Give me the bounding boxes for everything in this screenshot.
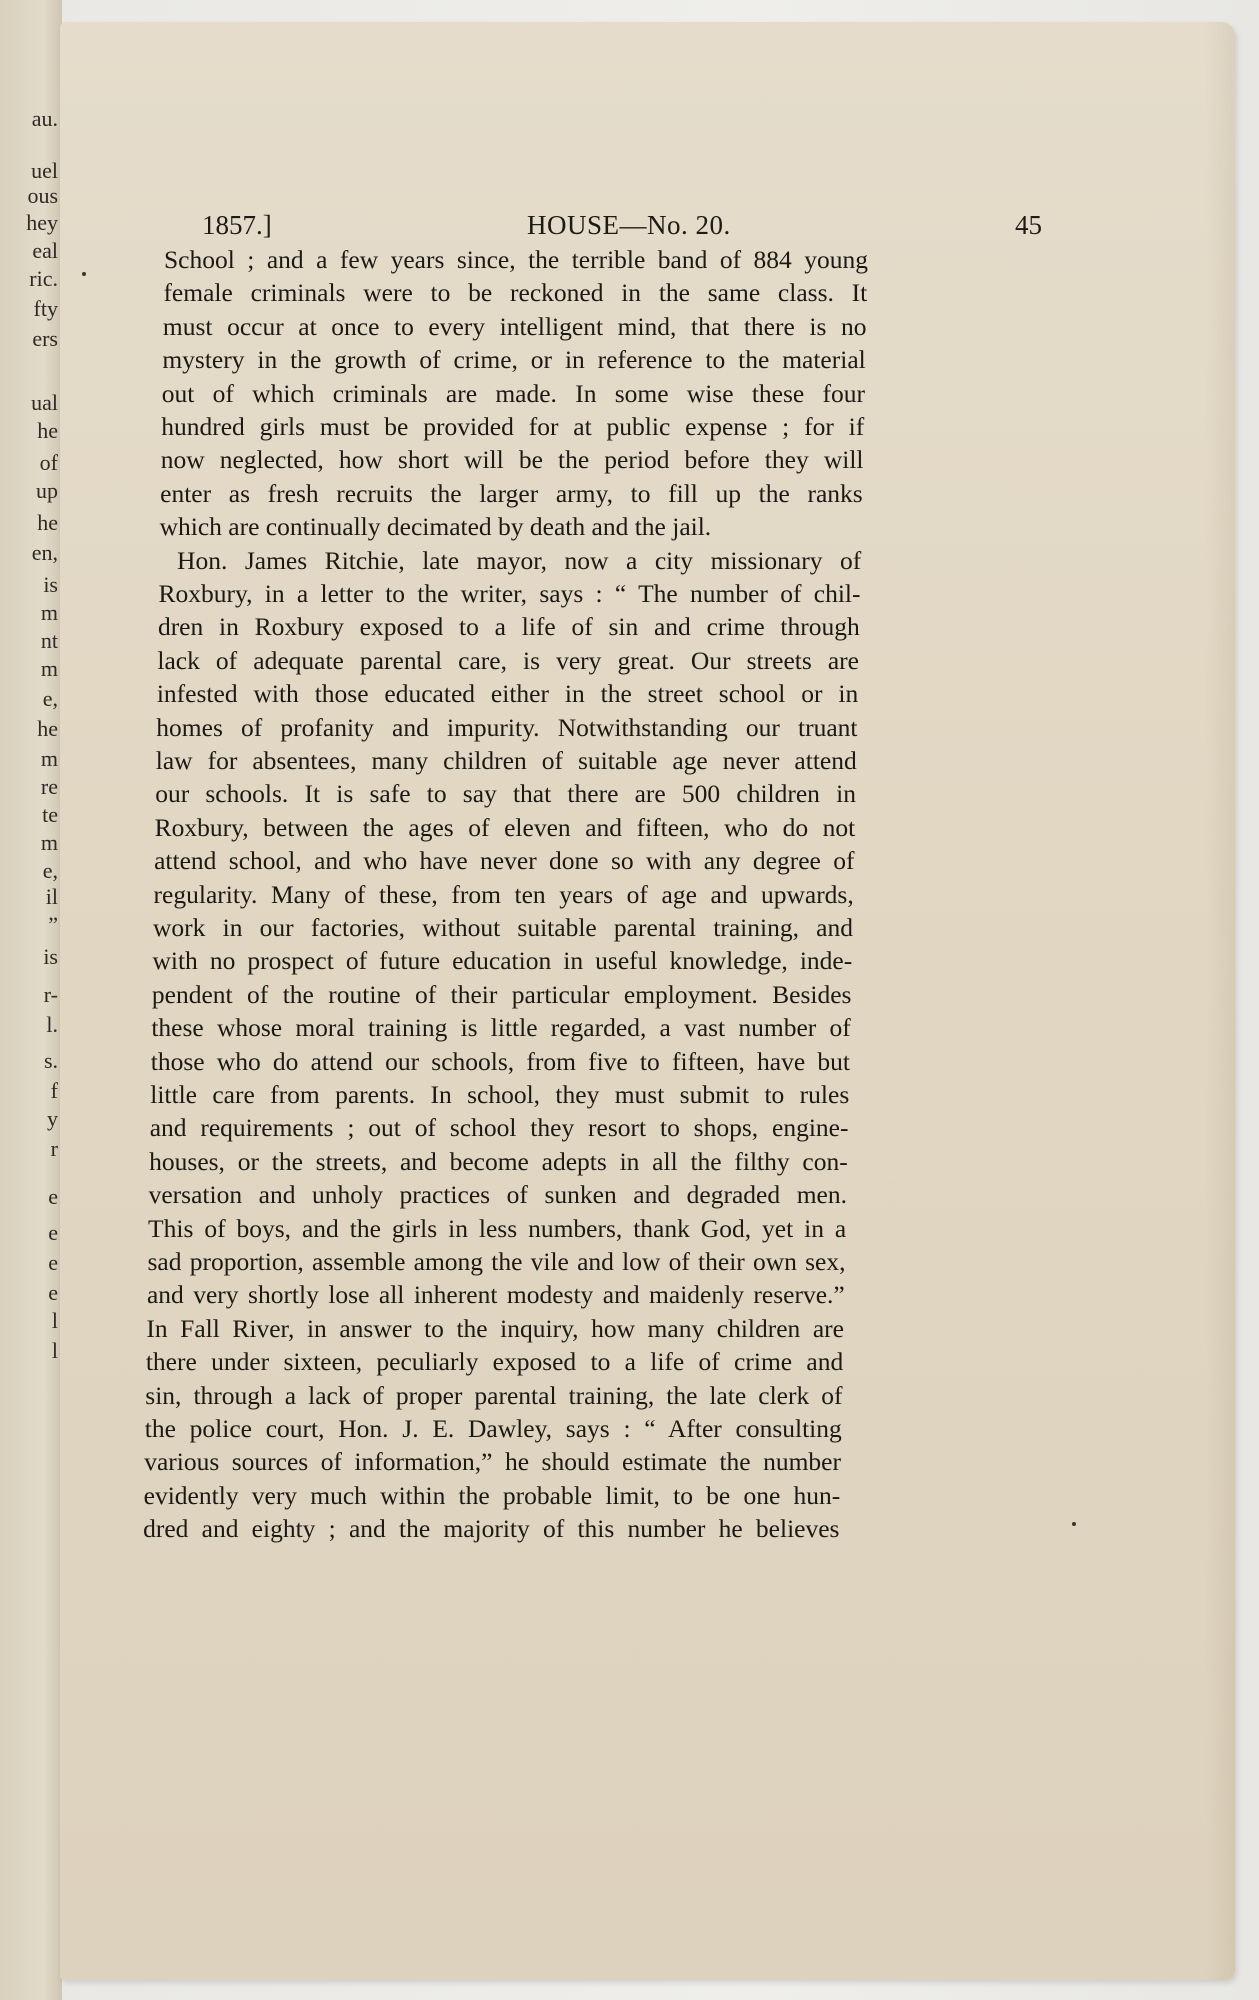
text-line: hundred girls must be provided for at public expense ; for if bbox=[161, 412, 865, 441]
facing-page-fragment: e, bbox=[42, 686, 58, 711]
text-line: female criminals were to be reckoned in the same class. It bbox=[163, 278, 868, 308]
facing-page-fragment: en, bbox=[31, 540, 58, 565]
facing-page-fragment: ual bbox=[31, 390, 58, 415]
facing-page-fragment: au. bbox=[31, 106, 58, 131]
text-line: little care from parents. In school, they must submit to rules bbox=[150, 1080, 850, 1109]
text-line: Hon. James Ritchie, late mayor, now a city missionary of bbox=[177, 545, 862, 575]
text-line: work in our factories, without suitable parental training, and bbox=[153, 913, 853, 942]
text-line: enter as fresh recruits the larger army, to fill up the ranks bbox=[160, 478, 863, 508]
text-line: with no prospect of future education in useful knowledge, inde- bbox=[152, 946, 853, 976]
text-line: homes of profanity and impurity. Notwithstanding our truant bbox=[156, 712, 858, 742]
facing-page-fragment: he bbox=[37, 716, 58, 741]
facing-page-fragment: m bbox=[40, 600, 58, 625]
facing-page-fragment: e bbox=[48, 1220, 58, 1245]
text-line: evidently very much within the probable limit, to be one hun- bbox=[143, 1480, 841, 1510]
facing-page-fragment: m bbox=[40, 656, 58, 681]
text-line: our schools. It is safe to say that there are 500 children in bbox=[155, 779, 856, 809]
facing-page-fragment: fty bbox=[33, 296, 58, 321]
facing-page-fragment: f bbox=[50, 1078, 58, 1103]
facing-page-fragment: he bbox=[37, 418, 58, 443]
text-line: out of which criminals are made. In some wise these four bbox=[161, 378, 865, 408]
facing-page-fragment: eal bbox=[32, 238, 58, 263]
facing-page-fragment: ” bbox=[48, 912, 58, 937]
text-line: now neglected, how short will be the period before they will bbox=[160, 445, 864, 475]
text-line: attend school, and who have never done so with any degree of bbox=[154, 846, 855, 876]
text-line: In Fall River, in answer to the inquiry, how many children are bbox=[146, 1313, 844, 1343]
text-line: lack of adequate parental care, is very great. Our streets are bbox=[157, 645, 859, 675]
facing-page-fragment: r- bbox=[43, 982, 58, 1007]
facing-page-fragment: ous bbox=[27, 183, 58, 208]
facing-page-fragment: of bbox=[39, 450, 58, 475]
facing-page-fragment: he bbox=[37, 510, 58, 535]
facing-page-fragment: is bbox=[43, 572, 58, 597]
text-line: these whose moral training is little regarded, a vast number of bbox=[151, 1013, 851, 1043]
text-line: sin, through a lack of proper parental training, the late clerk of bbox=[145, 1380, 843, 1410]
facing-page-fragment: e bbox=[48, 1184, 58, 1209]
text-line: versation and unholy practices of sunken and degraded men. bbox=[148, 1180, 847, 1210]
facing-page-fragment: up bbox=[36, 478, 58, 503]
facing-page-fragment: y bbox=[47, 1106, 58, 1131]
facing-page-fragment: uel bbox=[31, 158, 58, 183]
facing-page-text-fragments bbox=[2, 0, 58, 2000]
facing-page-fragment: l bbox=[51, 1338, 58, 1363]
text-line: This of boys, and the girls in less numbers, thank God, yet in a bbox=[148, 1213, 847, 1243]
facing-page-fragment: is bbox=[43, 944, 58, 969]
text-line: there under sixteen, peculiarly exposed to a life of crime and bbox=[145, 1347, 844, 1377]
text-line: regularity. Many of these, from ten years of age and upwards, bbox=[153, 879, 854, 909]
facing-page-fragment: e bbox=[48, 1250, 58, 1275]
header-title: HOUSE—No. 20. bbox=[527, 210, 731, 240]
facing-page-fragment: hey bbox=[26, 210, 58, 235]
facing-page-edge bbox=[0, 0, 62, 2000]
facing-page-fragment: m bbox=[40, 830, 58, 855]
facing-page-fragment: ers bbox=[32, 326, 58, 351]
text-line: various sources of information,” he should estimate the number bbox=[144, 1447, 841, 1477]
page-number: 45 bbox=[1015, 210, 1042, 240]
text-line: the police court, Hon. J. E. Dawley, says : “ After consulting bbox=[144, 1414, 842, 1443]
text-line: houses, or the streets, and become adepts in all the filthy con- bbox=[149, 1146, 848, 1176]
text-line: sad proportion, assemble among the vile and low of their own sex, bbox=[147, 1247, 846, 1276]
text-line: Roxbury, in a letter to the writer, says : “ The number of chil- bbox=[158, 579, 861, 608]
body-text bbox=[60, 22, 1235, 1980]
facing-page-fragment: e, bbox=[42, 858, 58, 883]
book-page bbox=[60, 22, 1235, 1980]
facing-page-fragment: nt bbox=[40, 628, 58, 653]
facing-page-fragment: e bbox=[48, 1280, 58, 1305]
facing-page-fragment: s. bbox=[43, 1048, 58, 1073]
text-line: and requirements ; out of school they resort to shops, engine- bbox=[149, 1113, 849, 1143]
facing-page-fragment: re bbox=[40, 774, 58, 799]
facing-page-fragment: ric. bbox=[29, 266, 58, 291]
facing-page-fragment: l bbox=[51, 1308, 58, 1333]
header-year: 1857.] bbox=[202, 210, 272, 240]
text-line: must occur at once to every intelligent mind, that there is no bbox=[162, 311, 867, 341]
paper-speck bbox=[1072, 1522, 1076, 1526]
text-line: Roxbury, between the ages of eleven and fifteen, who do not bbox=[154, 812, 856, 842]
text-line: dren in Roxbury exposed to a life of sin and crime through bbox=[157, 612, 860, 642]
text-line: and very shortly lose all inherent modesty and maidenly reserve.” bbox=[146, 1280, 845, 1310]
text-line: dred and eighty ; and the majority of this number he believes bbox=[143, 1514, 840, 1544]
text-line: infested with those educated either in the street school or in bbox=[156, 679, 859, 709]
text-line: pendent of the routine of their particular employment. Besides bbox=[151, 979, 852, 1009]
text-line: those who do attend our schools, from five to fifteen, have but bbox=[150, 1046, 850, 1076]
facing-page-fragment: il bbox=[45, 884, 58, 909]
paper-speck bbox=[82, 272, 86, 276]
text-line: which are continually decimated by death and the jail. bbox=[159, 512, 712, 542]
text-line: School ; and a few years since, the terrible band of 884 young bbox=[164, 245, 868, 274]
facing-page-fragment: m bbox=[40, 746, 58, 771]
facing-page-fragment: te bbox=[42, 802, 58, 827]
text-line: law for absentees, many children of suitable age never attend bbox=[155, 746, 857, 775]
facing-page-fragment: l. bbox=[46, 1012, 58, 1037]
text-line: mystery in the growth of crime, or in reference to the material bbox=[162, 345, 866, 375]
facing-page-fragment: r bbox=[50, 1136, 58, 1161]
